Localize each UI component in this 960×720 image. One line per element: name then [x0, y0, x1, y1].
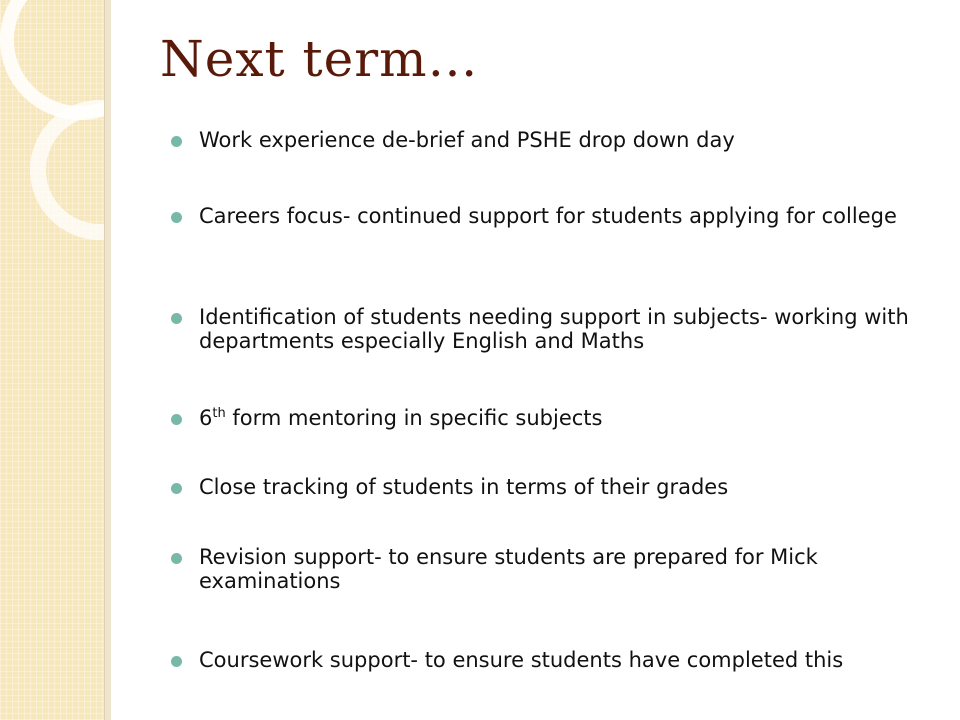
bullet-item	[171, 545, 939, 593]
bullet-text-rest: form mentoring in specific subjects	[225, 406, 603, 430]
bullet-item	[171, 475, 939, 499]
bullet-icon	[171, 313, 182, 324]
side-panel-edge	[104, 0, 111, 720]
bullet-text	[199, 406, 939, 430]
bullet-icon	[171, 553, 182, 564]
ordinal-suffix: th	[212, 406, 226, 421]
bullet-item	[171, 305, 939, 353]
bullet-item	[171, 204, 939, 228]
bullet-item	[171, 406, 939, 430]
bullet-icon	[171, 483, 182, 494]
bullet-text: Coursework support- to ensure students have completed this	[199, 648, 844, 672]
bullet-text: Revision support- to ensure students are prepared for Mick examinations	[199, 545, 818, 593]
bullet-text: Close tracking of students in terms of their grades	[199, 475, 729, 499]
side-decoration-panel	[0, 0, 104, 720]
decorative-circle	[30, 100, 104, 240]
bullet-text: Identification of students needing support in subjects- working with departments especially English and Maths	[199, 305, 909, 353]
bullet-item	[171, 128, 939, 152]
bullet-text: Work experience de-brief and PSHE drop down day	[199, 128, 735, 152]
slide-title: Next term…	[160, 30, 479, 88]
bullet-icon	[171, 212, 182, 223]
bullet-text: Careers focus- continued support for students applying for college	[199, 204, 897, 228]
bullet-icon	[171, 656, 182, 667]
bullet-icon	[171, 136, 182, 147]
bullet-icon	[171, 414, 182, 425]
ordinal-number: 6	[199, 406, 213, 430]
bullet-item	[171, 648, 939, 672]
